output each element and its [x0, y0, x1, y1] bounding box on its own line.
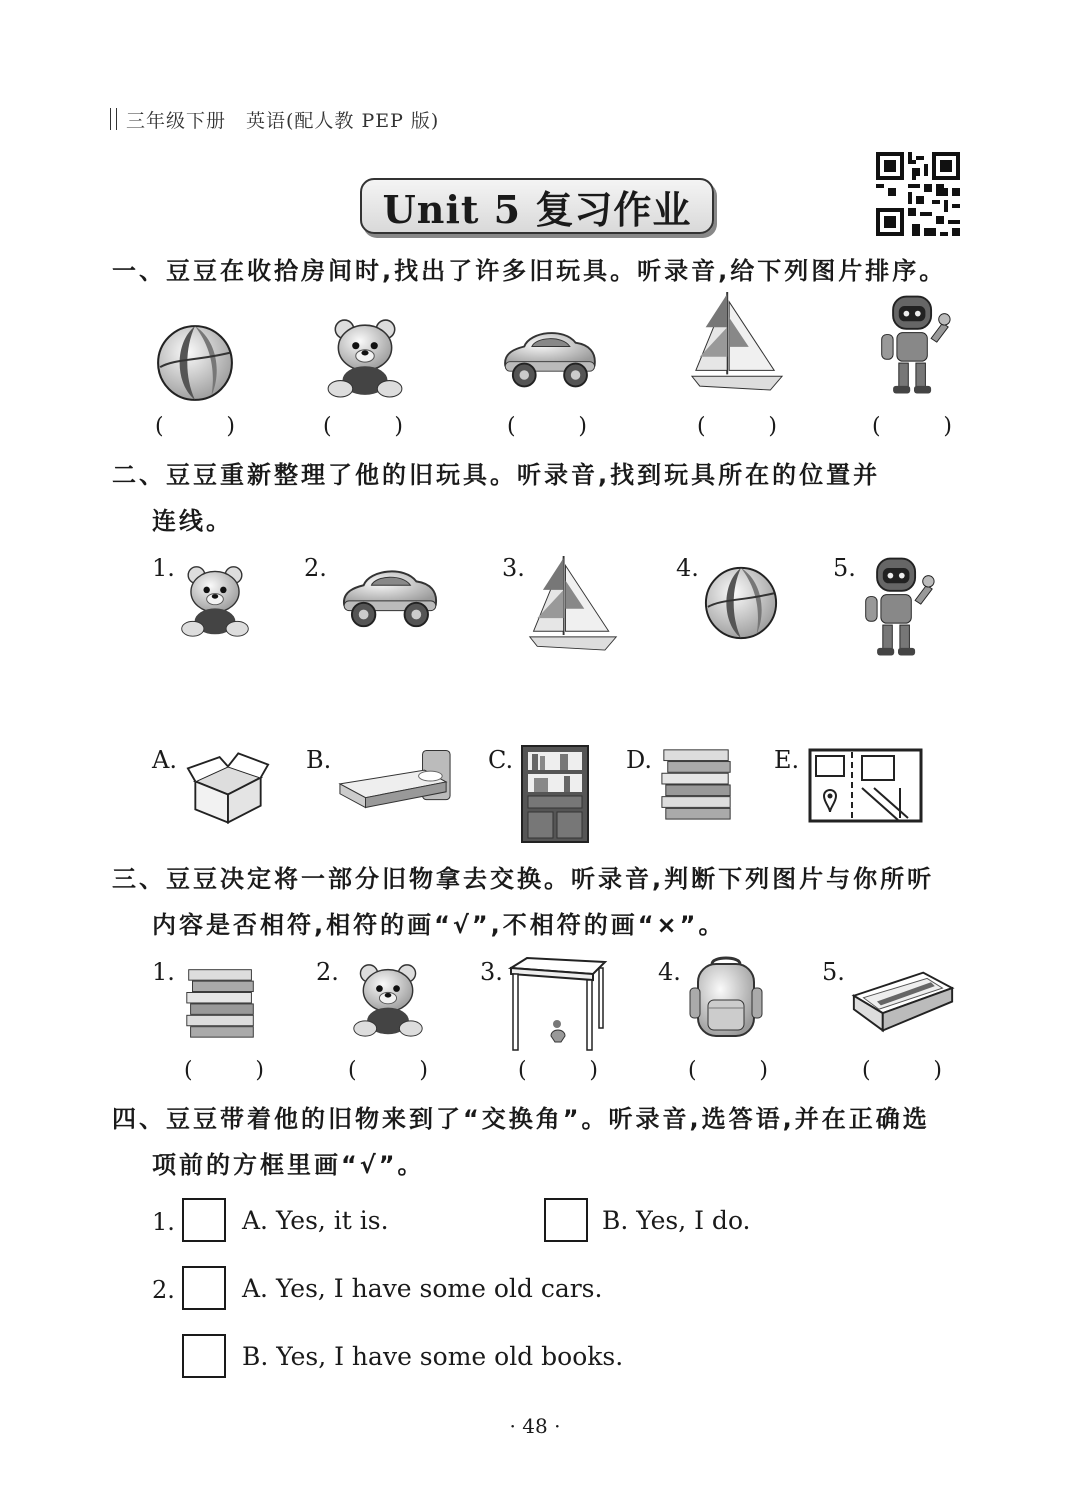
answer-blank-1[interactable]: ( ) — [155, 414, 235, 439]
bookcase-icon[interactable] — [520, 744, 590, 844]
q1-option-b: B. Yes, I do. — [602, 1206, 751, 1235]
judge-blank-1[interactable]: ( ) — [184, 1058, 264, 1083]
header-bar — [110, 108, 117, 130]
section1-instruction: 一、豆豆在收拾房间时,找出了许多旧玩具。听录音,给下列图片排序。 — [112, 257, 947, 285]
answer-blank-2[interactable]: ( ) — [323, 414, 403, 439]
car-icon[interactable] — [332, 556, 444, 634]
question-number-2: 2. — [152, 1276, 175, 1304]
section2-instruction-line2: 连线。 — [152, 507, 233, 535]
place-letter-c: C. — [488, 746, 514, 774]
unit-title-banner — [360, 178, 714, 234]
item-number-1: 1. — [152, 958, 175, 986]
pencil-box-icon — [850, 966, 956, 1040]
teddy-bear-icon — [324, 316, 406, 400]
box-icon[interactable] — [186, 748, 270, 826]
teddy-bear-icon[interactable] — [178, 562, 252, 640]
unit-title: Unit 5 复习作业 — [382, 186, 692, 232]
q1-option-a: A. Yes, it is. — [242, 1206, 389, 1235]
judge-blank-4[interactable]: ( ) — [688, 1058, 768, 1083]
answer-blank-4[interactable]: ( ) — [697, 414, 777, 439]
q1-option-a-checkbox[interactable] — [182, 1198, 226, 1242]
q2-option-a-checkbox[interactable] — [182, 1266, 226, 1310]
judge-blank-3[interactable]: ( ) — [518, 1058, 598, 1083]
q2-option-b: B. Yes, I have some old books. — [242, 1342, 624, 1371]
item-number-5: 5. — [822, 958, 845, 986]
map-icon[interactable] — [808, 748, 923, 823]
place-letter-b: B. — [306, 746, 332, 774]
judge-blank-5[interactable]: ( ) — [862, 1058, 942, 1083]
toy-number-4: 4. — [676, 554, 699, 582]
answer-blank-3[interactable]: ( ) — [507, 414, 587, 439]
page-number: · 48 · — [509, 1414, 561, 1438]
place-letter-a: A. — [152, 746, 177, 774]
ball-icon — [154, 322, 236, 404]
item-number-2: 2. — [316, 958, 339, 986]
book-header: 三年级下册 英语(配人教 PEP 版) — [126, 110, 440, 132]
robot-icon — [876, 292, 952, 398]
place-letter-d: D. — [626, 746, 653, 774]
desk-icon — [506, 954, 608, 1054]
boat-icon — [688, 288, 786, 396]
toy-number-2: 2. — [304, 554, 327, 582]
judge-blank-2[interactable]: ( ) — [348, 1058, 428, 1083]
boat-icon[interactable] — [526, 552, 620, 656]
bed-icon[interactable] — [336, 744, 454, 814]
teddy-bear-icon — [350, 960, 426, 1040]
schoolbag-icon — [686, 954, 766, 1044]
answer-blank-5[interactable]: ( ) — [872, 414, 952, 439]
robot-icon[interactable] — [860, 552, 936, 662]
question-number-1: 1. — [152, 1208, 175, 1236]
item-number-4: 4. — [658, 958, 681, 986]
place-letter-e: E. — [774, 746, 800, 774]
toy-number-3: 3. — [502, 554, 525, 582]
ball-icon[interactable] — [702, 564, 780, 642]
item-number-3: 3. — [480, 958, 503, 986]
q2-option-b-checkbox[interactable] — [182, 1334, 226, 1378]
section4-instruction-line2: 项前的方框里画“√”。 — [152, 1151, 425, 1179]
section2-instruction-line1: 二、豆豆重新整理了他的旧玩具。听录音,找到玩具所在的位置并 — [112, 461, 881, 489]
books-icon[interactable] — [658, 744, 736, 822]
toy-number-5: 5. — [833, 554, 856, 582]
toy-number-1: 1. — [152, 554, 175, 582]
car-icon — [492, 318, 604, 394]
books-icon — [182, 964, 260, 1040]
section4-instruction-line1: 四、豆豆带着他的旧物来到了“交换角”。听录音,选答语,并在正确选 — [112, 1105, 930, 1133]
section3-instruction-line2: 内容是否相符,相符的画“√”,不相符的画“×”。 — [152, 911, 726, 939]
q1-option-b-checkbox[interactable] — [544, 1198, 588, 1242]
section3-instruction-line1: 三、豆豆决定将一部分旧物拿去交换。听录音,判断下列图片与你所听 — [112, 865, 935, 893]
q2-option-a: A. Yes, I have some old cars. — [242, 1274, 603, 1303]
qr-code-icon[interactable] — [876, 152, 960, 236]
